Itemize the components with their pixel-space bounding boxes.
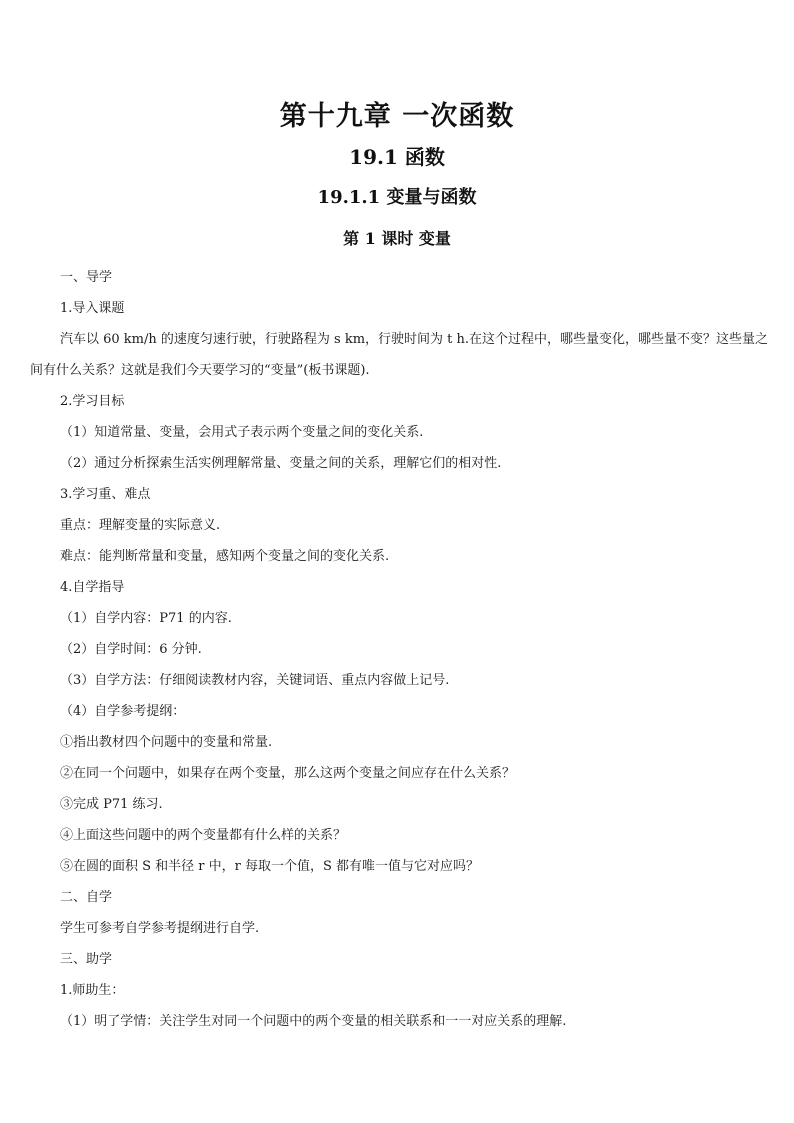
section-title: 19.1 函数 [349, 145, 445, 169]
heading-self-study: 二、自学 [60, 890, 113, 905]
guide-outline: （4）自学参考提纲： [60, 704, 186, 719]
outline-item-4: ④上面这些问题中的两个变量都有什么样的关系？ [60, 828, 347, 843]
heading-assist: 三、助学 [60, 952, 113, 967]
guide-method: （3）自学方法：仔细阅读教材内容，关键词语、重点内容做上记号. [60, 673, 450, 688]
intro-paragraph: 汽车以 60 km/h 的速度匀速行驶，行驶路程为 s km，行驶时间为 t h.在这个过程中，哪些量变化，哪些量不变？这些量之间有什么关系？这就是我们今天要学习的“变量”(板书课题). [30, 332, 769, 378]
item-key-points: 3.学习重、难点 [60, 487, 151, 502]
guide-content: （1）自学内容：P71 的内容. [60, 611, 232, 626]
self-study-text: 学生可参考自学参考提纲进行自学. [60, 921, 260, 936]
outline-item-5: ⑤在圆的面积 S 和半径 r 中，r 每取一个值，S 都有唯一值与它对应吗？ [60, 859, 480, 874]
item-self-study-guide: 4.自学指导 [60, 580, 125, 595]
chapter-title: 第十九章 一次函数 [279, 101, 515, 132]
lesson-body [30, 262, 770, 1037]
item-teacher-assist: 1.师助生： [60, 983, 125, 998]
outline-item-1: ①指出教材四个问题中的变量和常量. [60, 735, 273, 750]
assist-item-1: （1）明了学情：关注学生对同一个问题中的两个变量的相关联系和一一对应关系的理解. [60, 1014, 567, 1029]
objective-2: （2）通过分析探索生活实例理解常量、变量之间的关系，理解它们的相对性. [60, 456, 502, 471]
objective-1: （1）知道常量、变量，会用式子表示两个变量之间的变化关系. [60, 425, 424, 440]
heading-guide: 一、导学 [60, 270, 113, 285]
item-intro-topic: 1.导入课题 [60, 301, 125, 316]
subsection-title: 19.1.1 变量与函数 [317, 187, 477, 208]
key-point: 重点：理解变量的实际意义. [60, 518, 221, 533]
difficult-point: 难点：能判断常量和变量，感知两个变量之间的变化关系. [60, 549, 390, 564]
guide-time: （2）自学时间：6 分钟. [60, 642, 202, 657]
lesson-title: 第 1 课时 变量 [343, 229, 451, 248]
item-objectives: 2.学习目标 [60, 394, 125, 409]
outline-item-3: ③完成 P71 练习. [60, 797, 163, 812]
outline-item-2: ②在同一个问题中，如果存在两个变量，那么这两个变量之间应存在什么关系？ [60, 766, 516, 781]
